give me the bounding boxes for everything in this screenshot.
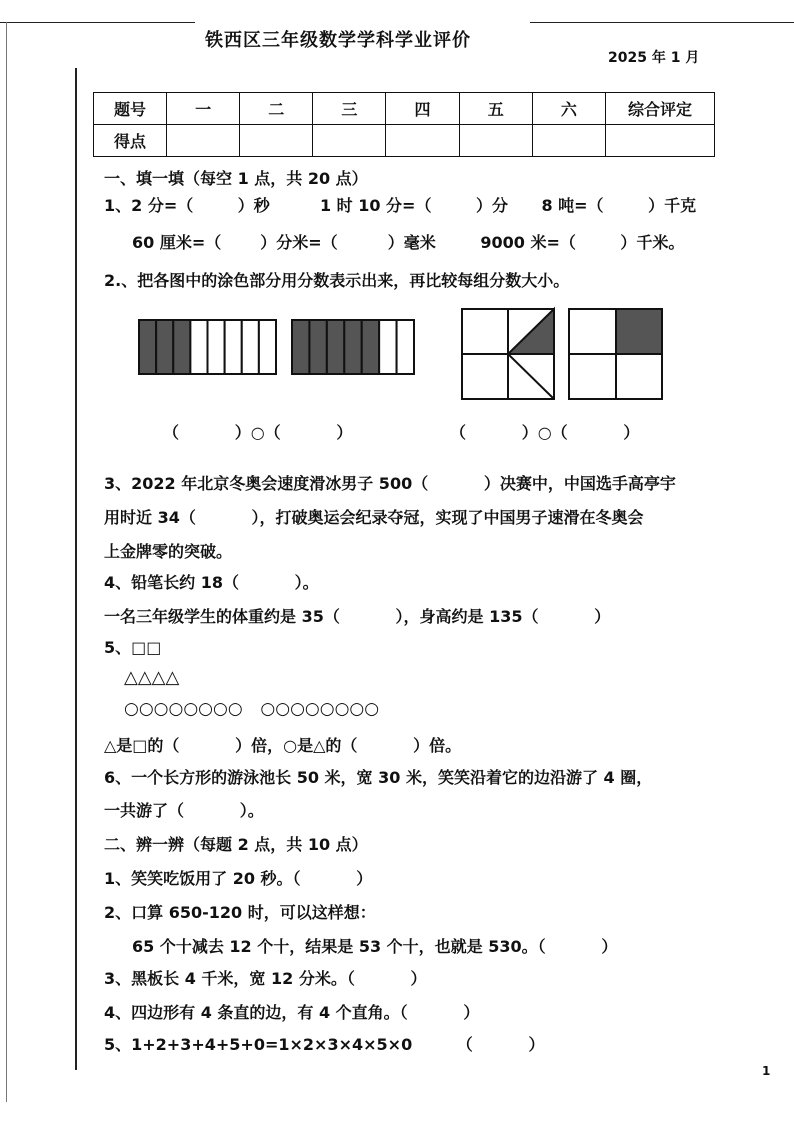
shaded-part bbox=[309, 320, 326, 374]
q1-line1: 1、2 分=（ ）秒 1 时 10 分=（ ）分 8 吨=（ ）千克 bbox=[104, 196, 697, 215]
shaded-part bbox=[362, 320, 379, 374]
score-cell-4: 四 bbox=[386, 93, 459, 125]
unshaded-part bbox=[397, 320, 414, 374]
score-cell-3: 三 bbox=[313, 93, 386, 125]
q5-circles: ○○○○○○○○ ○○○○○○○○ bbox=[124, 699, 380, 719]
section2-heading: 二、辨一辨（每题 2 点，共 10 点） bbox=[104, 835, 368, 854]
points-cell-label: 得点 bbox=[94, 125, 167, 157]
q3-line1: 3、2022 年北京冬奥会速度滑冰男子 500（ ）决赛中，中国选手高亭宇 bbox=[104, 474, 676, 493]
unshaded-part bbox=[208, 320, 225, 374]
fraction-bar-2 bbox=[292, 320, 414, 374]
s2-q1: 1、笑笑吃饭用了 20 秒。（ ） bbox=[104, 869, 373, 888]
unshaded-part bbox=[379, 320, 396, 374]
fraction-bar-1 bbox=[139, 320, 276, 374]
fraction-square-2 bbox=[569, 309, 662, 399]
shaded-part bbox=[344, 320, 361, 374]
score-cell-label: 题号 bbox=[94, 93, 167, 125]
q2-compare-right: （ ）○（ ） bbox=[450, 423, 640, 442]
unshaded-part bbox=[259, 320, 276, 374]
score-cell-6: 六 bbox=[532, 93, 605, 125]
s2-q5: 5、1+2+3+4+5+0=1×2×3×4×5×0 （ ） bbox=[104, 1035, 545, 1054]
unshaded-part bbox=[190, 320, 207, 374]
q3-line2: 用时近 34（ ），打破奥运会纪录夺冠，实现了中国男子速滑在冬奥会 bbox=[104, 508, 644, 527]
s2-q2-line2: 65 个十减去 12 个十，结果是 53 个十，也就是 530。（ ） bbox=[132, 937, 618, 956]
q6-line1: 6、一个长方形的游泳池长 50 米，宽 30 米，笑笑沿着它的边沿游了 4 圈， bbox=[104, 768, 653, 787]
unshaded-part bbox=[225, 320, 242, 374]
q5-question: △是□的（ ）倍，○是△的（ ）倍。 bbox=[104, 736, 462, 755]
q3-line3: 上金牌零的突破。 bbox=[104, 542, 233, 561]
q6-line2: 一共游了（ ）。 bbox=[104, 801, 264, 820]
q5-triangles: △△△△ bbox=[124, 667, 180, 688]
unshaded-part bbox=[242, 320, 259, 374]
shaded-part bbox=[156, 320, 173, 374]
section1-heading: 一、填一填（每空 1 点，共 20 点） bbox=[104, 169, 368, 188]
q2-prompt: 2.、把各图中的涂色部分用分数表示出来，再比较每组分数大小。 bbox=[104, 271, 570, 290]
q4-line1: 4、铅笔长约 18（ ）。 bbox=[104, 573, 319, 592]
page-title: 铁西区三年级数学学科学业评价 bbox=[205, 30, 471, 51]
q2-compare-left: （ ）○（ ） bbox=[163, 423, 353, 442]
score-cell-2: 二 bbox=[240, 93, 313, 125]
score-cell-total: 综合评定 bbox=[606, 93, 715, 125]
shaded-part bbox=[327, 320, 344, 374]
exam-date: 2025 年 1 月 bbox=[608, 50, 700, 66]
shaded-part bbox=[139, 320, 156, 374]
s2-q4: 4、四边形有 4 条直的边，有 4 个直角。（ ） bbox=[104, 1003, 480, 1022]
q4-line2: 一名三年级学生的体重约是 35（ ），身高约是 135（ ） bbox=[104, 607, 611, 626]
shaded-part bbox=[173, 320, 190, 374]
fraction-figures bbox=[0, 0, 794, 420]
page-number: 1 bbox=[762, 1064, 771, 1078]
q1-line2: 60 厘米=（ ）分米=（ ）毫米 9000 米=（ ）千米。 bbox=[132, 233, 685, 252]
fraction-square-1 bbox=[462, 309, 554, 399]
s2-q2-line1: 2、口算 650-120 时，可以这样想： bbox=[104, 903, 376, 922]
score-cell-1: 一 bbox=[167, 93, 240, 125]
score-cell-5: 五 bbox=[459, 93, 532, 125]
q5-squares: 5、□□ bbox=[104, 638, 162, 657]
s2-q3: 3、黑板长 4 千米，宽 12 分米。（ ） bbox=[104, 969, 427, 988]
shaded-part bbox=[292, 320, 309, 374]
